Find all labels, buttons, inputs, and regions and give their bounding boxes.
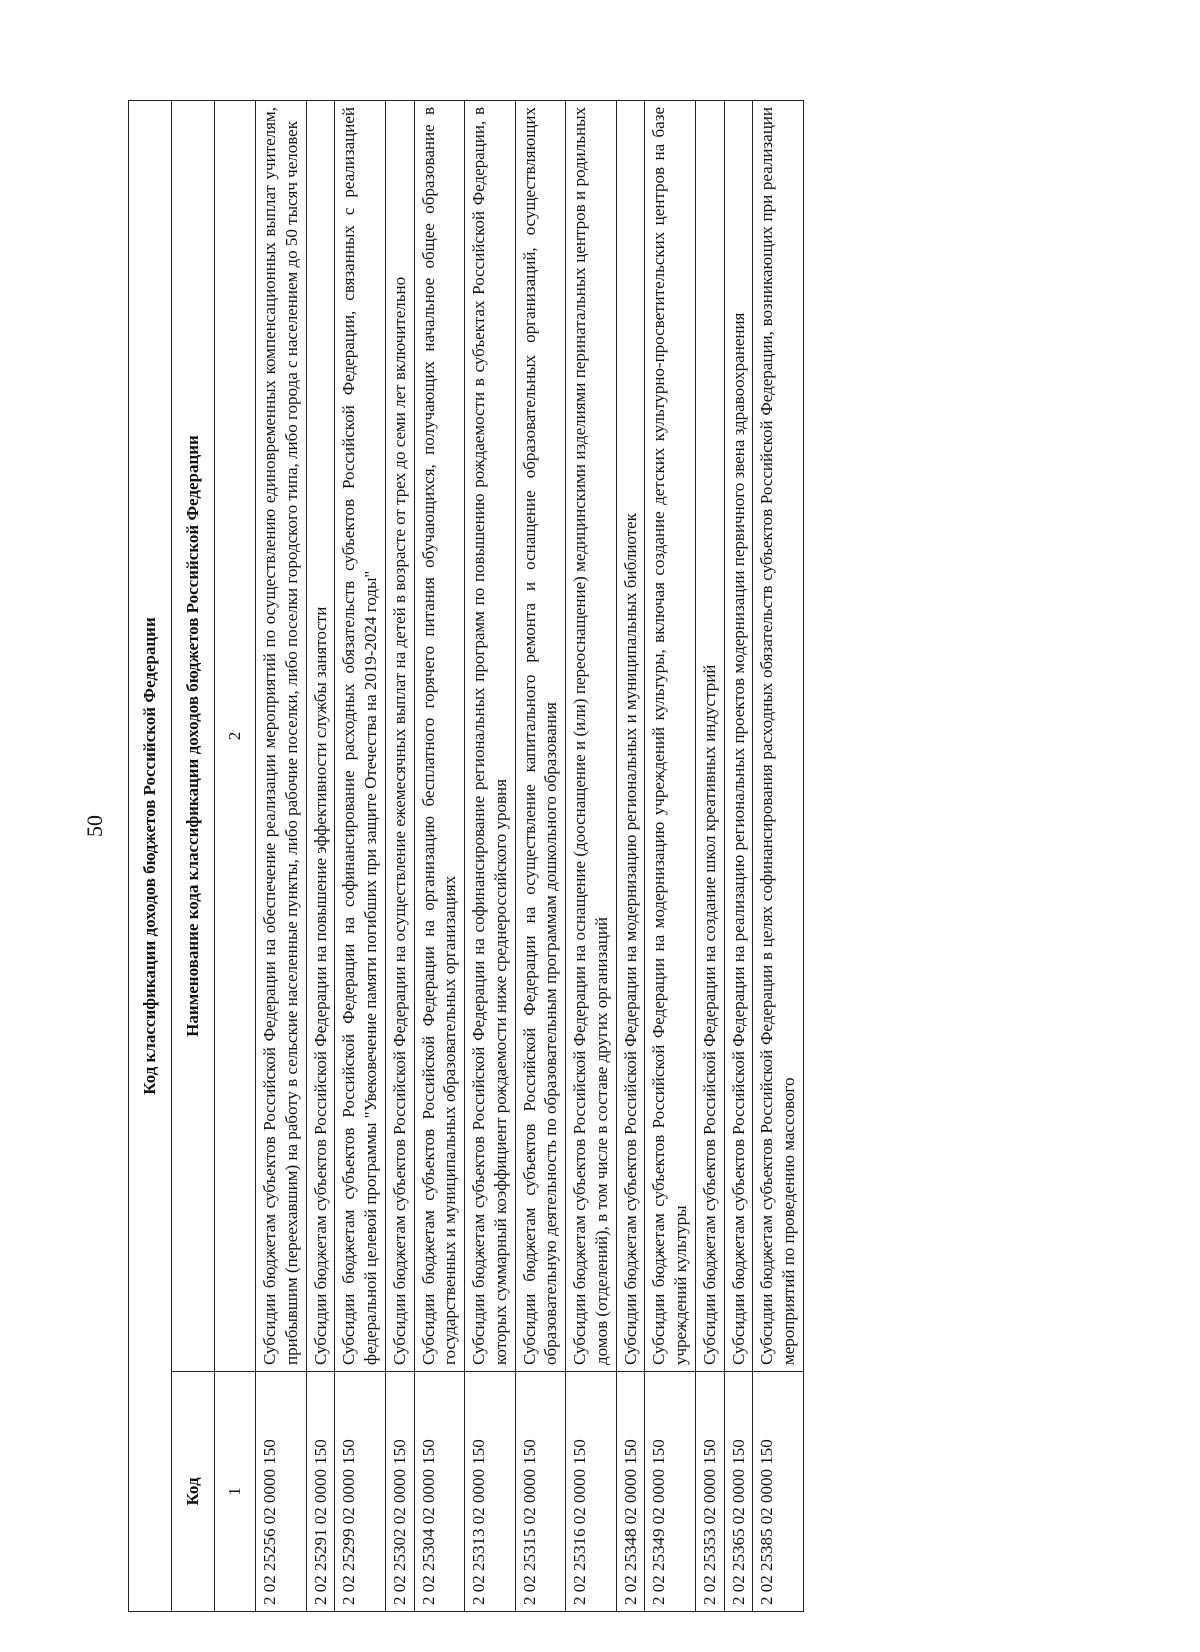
rotated-table-container	[128, 100, 1090, 1612]
row-code: 2 02 25256 02 0000 150	[256, 1372, 307, 1612]
row-code: 2 02 25313 02 0000 150	[465, 1372, 516, 1612]
row-name: Субсидии бюджетам субъектов Российской Федерации на модернизацию региональных и муниципальных библиотек	[616, 101, 645, 1372]
row-code: 2 02 25291 02 0000 150	[306, 1372, 335, 1612]
table-row	[414, 101, 465, 1612]
row-code: 2 02 25315 02 0000 150	[515, 1372, 566, 1612]
row-code: 2 02 25349 02 0000 150	[645, 1372, 696, 1612]
row-name: Субсидии бюджетам субъектов Российской Федерации на оснащение (дооснащение и (или) переоснащение) медицинскими изделиями перинатальных центров и родильных домов (отделений), в том числе в составе других организаций	[566, 101, 617, 1372]
page-number: 50	[82, 815, 107, 837]
table-row	[616, 101, 645, 1612]
table-row	[695, 101, 724, 1612]
row-name: Субсидии бюджетам субъектов Российской Федерации на повышение эффективности службы занятости	[306, 101, 335, 1372]
column-number-name: 2	[215, 101, 256, 1372]
row-code: 2 02 25299 02 0000 150	[335, 1372, 386, 1612]
row-name: Субсидии бюджетам субъектов Российской Федерации на модернизацию учреждений культуры, включая создание детских культурно-просветительских центров на базе учреждений культуры	[645, 101, 696, 1372]
row-code: 2 02 25304 02 0000 150	[414, 1372, 465, 1612]
row-name: Субсидии бюджетам субъектов Российской Федерации на создание школ креативных индустрий	[695, 101, 724, 1372]
column-header-name: Наименование кода классификации доходов бюджетов Российской Федерации	[172, 101, 215, 1372]
table-row	[753, 101, 804, 1612]
row-code: 2 02 25385 02 0000 150	[753, 1372, 804, 1612]
table-row	[306, 101, 335, 1612]
row-name: Субсидии бюджетам субъектов Российской Федерации на осуществление ежемесячных выплат на детей в возрасте от трех до семи лет включительно	[385, 101, 414, 1372]
table-row	[645, 101, 696, 1612]
table-row	[566, 101, 617, 1612]
row-name: Субсидии бюджетам субъектов Российской Федерации на софинансирование региональных программ по повышению рождаемости в субъектах Российской Федерации, в которых суммарный коэффициент рождаемости ниже среднероссийского уровня	[465, 101, 516, 1372]
column-header-code: Код	[172, 1372, 215, 1612]
table-row	[724, 101, 753, 1612]
table-row	[385, 101, 414, 1612]
table-row	[256, 101, 307, 1612]
row-name: Субсидии бюджетам субъектов Российской Федерации на организацию бесплатного горячего питания обучающихся, получающих начальное общее образование в государственных и муниципальных образовательных организациях	[414, 101, 465, 1372]
table-row	[335, 101, 386, 1612]
table-main-header: Код классификации доходов бюджетов Российской Федерации	[129, 101, 172, 1612]
row-name: Субсидии бюджетам субъектов Российской Федерации на софинансирование расходных обязательств субъектов Российской Федерации, связанных с реализацией федеральной целевой программы "Увековечение памяти погибших при защите Отечества на 2019-2024 годы"	[335, 101, 386, 1372]
row-name: Субсидии бюджетам субъектов Российской Федерации на обеспечение реализации мероприятий по осуществлению единовременных компенсационных выплат учителям, прибывшим (переехавшим) на работу в сельские населенные пункты, либо рабочие поселки, либо поселки городского типа, либо города с населением до 50 тысяч человек	[256, 101, 307, 1372]
row-code: 2 02 25348 02 0000 150	[616, 1372, 645, 1612]
row-code: 2 02 25353 02 0000 150	[695, 1372, 724, 1612]
classification-table	[128, 100, 804, 1612]
row-code: 2 02 25316 02 0000 150	[566, 1372, 617, 1612]
row-name: Субсидии бюджетам субъектов Российской Федерации на реализацию региональных проектов модернизации первичного звена здравоохранения	[724, 101, 753, 1372]
row-name: Субсидии бюджетам субъектов Российской Федерации на осуществление капитального ремонта и оснащение образовательных организаций, осуществляющих образовательную деятельность по образовательным программам дошкольного образования	[515, 101, 566, 1372]
column-number-code: 1	[215, 1372, 256, 1612]
row-code: 2 02 25302 02 0000 150	[385, 1372, 414, 1612]
table-row	[515, 101, 566, 1612]
row-code: 2 02 25365 02 0000 150	[724, 1372, 753, 1612]
table-row	[465, 101, 516, 1612]
row-name: Субсидии бюджетам субъектов Российской Федерации в целях софинансирования расходных обязательств субъектов Российской Федерации, возникающих при реализации мероприятий по проведению массового	[753, 101, 804, 1372]
